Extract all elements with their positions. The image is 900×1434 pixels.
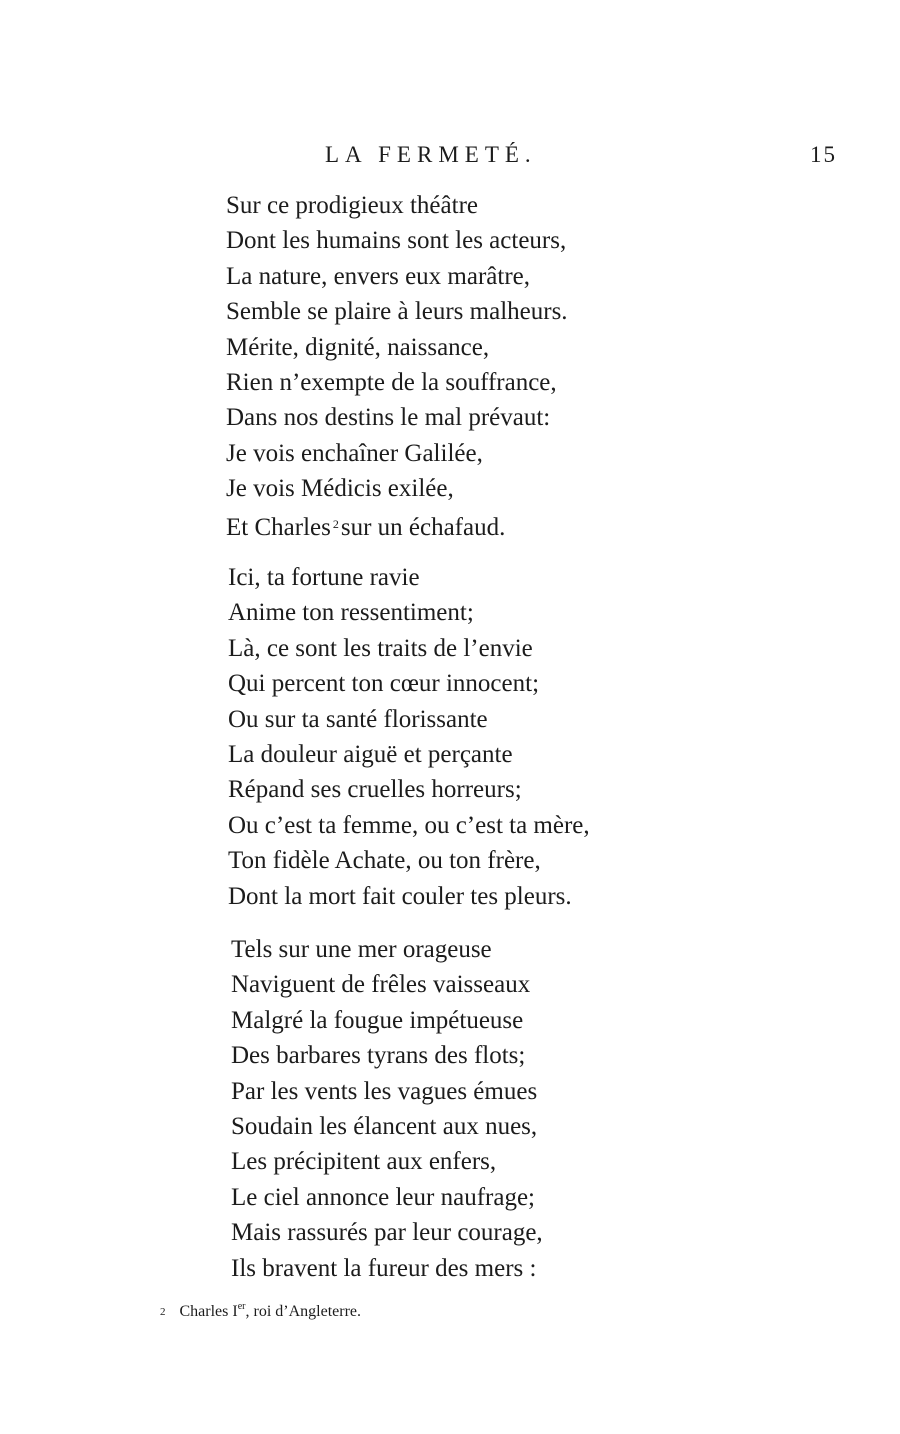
verse-line: Dont les humains sont les acteurs, xyxy=(226,227,567,255)
verse-line: Répand ses cruelles horreurs; xyxy=(228,776,522,804)
verse-line: Dont la mort fait couler tes pleurs. xyxy=(228,882,572,910)
footnote-text: Charles I xyxy=(179,1303,238,1320)
verse-line: Là, ce sont les traits de l’envie xyxy=(228,634,533,662)
verse-line: Mais rassurés par leur courage, xyxy=(231,1219,543,1247)
verse-line: Des barbares tyrans des flots; xyxy=(231,1042,526,1070)
verse-line: Mérite, dignité, naissance, xyxy=(226,333,490,361)
verse-line: Les précipitent aux enfers, xyxy=(231,1148,497,1176)
verse-line: Je vois Médicis exilée, xyxy=(226,475,454,503)
verse-line: Anime ton ressentiment; xyxy=(228,599,474,627)
footnote-number: 2 xyxy=(160,1306,166,1318)
verse-line: Je vois enchaîner Galilée, xyxy=(226,439,483,467)
verse-line: Semble se plaire à leurs malheurs. xyxy=(226,298,568,326)
stanza-1 xyxy=(226,188,568,542)
page-number: 15 xyxy=(810,142,837,167)
verse-line: Le ciel annonce leur naufrage; xyxy=(231,1183,535,1211)
verse-line: Ou sur ta santé florissante xyxy=(228,705,488,733)
footnote-reference: 2 xyxy=(332,516,339,531)
verse-line: Naviguent de frêles vaisseaux xyxy=(231,971,531,999)
verse-line: Malgré la fougue impétueuse xyxy=(231,1006,524,1034)
verse-text: sur un échafaud. xyxy=(340,513,506,541)
running-head xyxy=(0,138,900,174)
footnote-text: , roi d’Angleterre. xyxy=(245,1303,361,1320)
verse-line: Ils bravent la fureur des mers : xyxy=(231,1254,537,1282)
verse-line: Par les vents les vagues émues xyxy=(231,1077,538,1105)
verse-line: La nature, envers eux marâtre, xyxy=(226,262,531,290)
verse-line: Ici, ta fortune ravie xyxy=(228,564,420,591)
verse-line: Tels sur une mer orageuse xyxy=(231,936,492,963)
stanza-3 xyxy=(231,932,543,1286)
verse-line: La douleur aiguë et perçante xyxy=(228,740,513,768)
verse-line: Rien n’exempte de la souffrance, xyxy=(226,368,557,396)
verse-line-with-note xyxy=(226,507,568,542)
verse-line: Soudain les élancent aux nues, xyxy=(231,1112,538,1140)
verse-line: Dans nos destins le mal prévaut: xyxy=(226,404,551,432)
verse-line: Ou c’est ta femme, ou c’est ta mère, xyxy=(228,811,590,839)
verse-line: Qui percent ton cœur innocent; xyxy=(228,670,540,698)
footnote-superscript: er xyxy=(237,1301,246,1312)
footnote xyxy=(160,1300,361,1324)
stanza-2 xyxy=(228,560,590,914)
verse-line: Sur ce prodigieux théâtre xyxy=(226,192,478,219)
chapter-title: LA FERMETÉ. xyxy=(325,142,537,167)
verse-line: Ton fidèle Achate, ou ton frère, xyxy=(228,847,541,875)
verse-text: Et Charles xyxy=(226,513,331,541)
